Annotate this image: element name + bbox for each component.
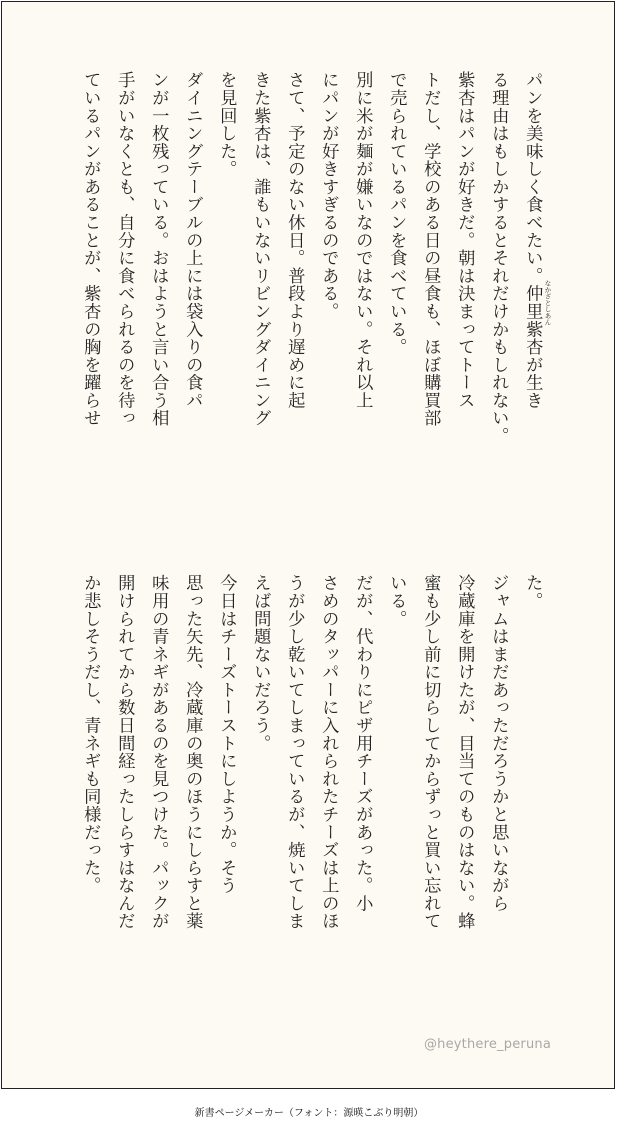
text-line: 蜜も少し前に切らしてからずっと買い忘れて [420,574,441,930]
text-line: 今日はチーズトーストにしようか。そう [216,574,237,895]
ruby-furigana: なかざとしあん [543,280,552,326]
text-line: いる。 [386,574,407,628]
text-line: パンを美味しく食べたい。仲里紫杏が生き [522,71,543,410]
text-line: トだし、学校のある日の昼食も、ほぼ購買部 [420,71,441,427]
text-line: きた紫杏は、誰もいないリビングダイニング [250,71,271,427]
text-line: ダイニングテーブルの上には袋入りの食パ [182,71,203,410]
text-line: だが、代わりにピザ用チーズがあった。小 [352,574,373,913]
text-line: ジャムはまだあっただろうかと思いながら [488,574,509,913]
text-line: 別に米が麺が嫌いなのではない。それ以上 [352,71,373,410]
text-line: る理由はもしかするとそれだけかもしれない。 [488,71,509,445]
text-line: 開けられてから数日間経ったしらすはなんだ [114,574,135,930]
text-line: を見回した。 [216,71,237,178]
text-line: 味用の青ネギがあるのを見つけた。パックが [148,574,169,930]
text-line: うが少し乾いてしまっているが、焼いてしま [284,574,305,930]
text-line: さて、予定のない休日。普段より遅めに起 [284,71,305,410]
manuscript-page [1,1,615,1089]
text-line: た。 [522,574,543,610]
footer-caption: 新書ページメーカー（フォント：源暎こぶり明朝） [194,1108,424,1119]
author-handle: @heythere_peruna [423,1037,551,1052]
text-line: ているパンがあることが、紫杏の胸を躍らせ [80,71,101,427]
text-line: 紫杏はパンが好きだ。朝は決まってトース [454,71,475,410]
text-line: 冷蔵庫を開けたが、目当てのものはない。蜂 [454,574,475,930]
text-line: か悲しそうだし、青ネギも同様だった。 [80,574,101,895]
text-line: 手がいなくとも、自分に食べられるのを待っ [114,71,135,427]
text-line: えば問題ないだろう。 [250,574,271,752]
text-line: にパンが好きすぎるのである。 [318,71,339,321]
text-line: で売られているパンを食べている。 [386,71,407,356]
text-line: ンが一枚残っている。おはようと言い合う相 [148,71,169,427]
text-line: さめのタッパーに入れられたチーズは上のほ [318,574,339,930]
text-line: 思った矢先、冷蔵庫の奥のほうにしらすと薬 [182,574,203,930]
